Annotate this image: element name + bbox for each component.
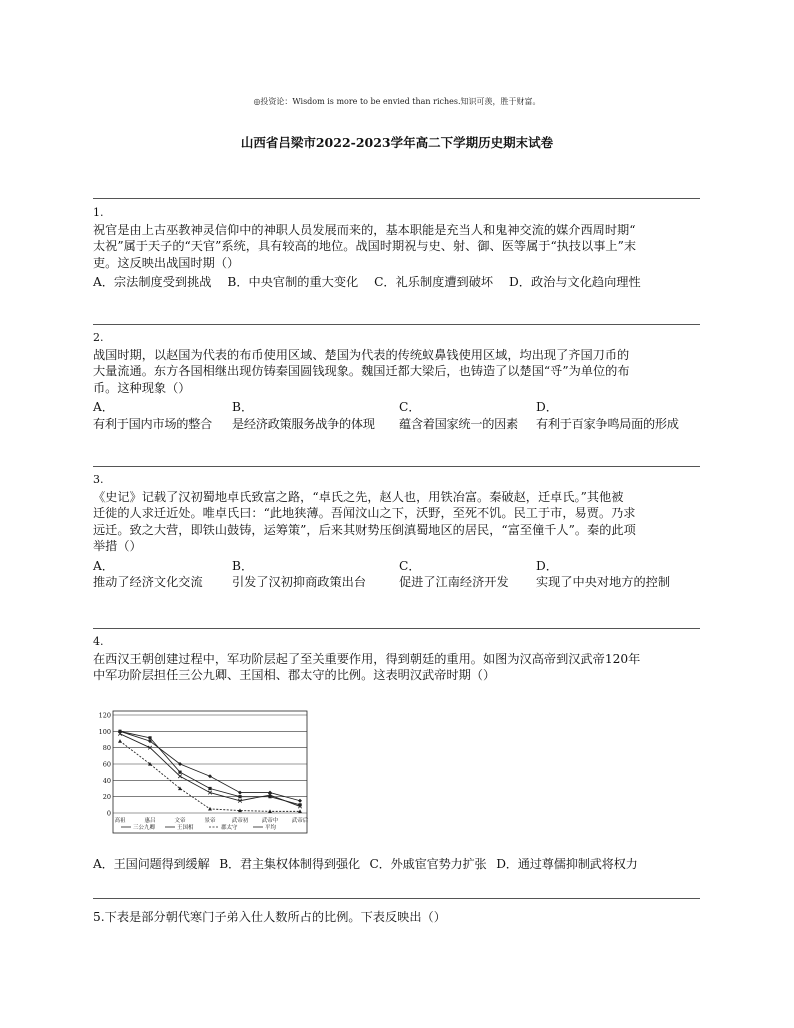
option-d[interactable]: 有利于百家争鸣局面的形成 xyxy=(536,416,679,431)
question-stem-line: 大量流通。东方各国相继出现仿铸秦国圆钱现象。魏国迁都大梁后，也铸造了以楚国“寽”为单位的布 xyxy=(93,364,630,378)
x-tick-label: 武帝初 xyxy=(231,818,249,824)
y-tick-label: 120 xyxy=(98,711,111,720)
question-1 xyxy=(93,205,705,291)
divider xyxy=(93,324,700,325)
question-4 xyxy=(93,634,705,684)
option-d[interactable]: D．通过尊儒抑制武将权力 xyxy=(496,857,638,871)
option-letter-d: D． xyxy=(536,558,558,573)
question-3 xyxy=(93,472,705,591)
option-letter-c: C． xyxy=(399,558,421,573)
option-letter-b: B． xyxy=(232,400,254,414)
y-tick-label: 80 xyxy=(102,744,111,753)
question-stem-line: 中军功阶层担任三公九卿、王国相、郡太守的比例。这表明汉武帝时期（） xyxy=(93,668,496,682)
x-tick-label: 武帝中 xyxy=(261,818,279,824)
data-point xyxy=(268,809,272,813)
option-b[interactable]: 引发了汉初抑商政策出台 xyxy=(232,575,367,589)
data-point xyxy=(148,736,151,739)
military-ratio-chart xyxy=(93,709,315,834)
series-line-3 xyxy=(120,734,300,807)
option-letter-d: D． xyxy=(536,400,558,414)
data-point xyxy=(208,807,212,811)
option-c[interactable]: C．外戚宦官势力扩张 xyxy=(369,857,487,871)
data-point xyxy=(238,795,241,798)
option-a[interactable]: A．王国问题得到缓解 xyxy=(93,857,210,871)
data-point xyxy=(298,799,302,803)
option-b[interactable]: 是经济政策服务战争的体现 xyxy=(232,416,375,431)
y-tick-label: 20 xyxy=(102,793,111,802)
question-stem-line: 吏。这反映出战国时期（） xyxy=(93,255,240,270)
legend-label: 三公九卿 xyxy=(133,825,156,831)
option-c[interactable]: 促进了江南经济开发 xyxy=(399,575,509,589)
data-point xyxy=(118,739,122,743)
option-d[interactable]: 实现了中央对地方的控制 xyxy=(536,575,671,589)
option-b[interactable]: B．中央官制的重大变化 xyxy=(227,275,359,289)
header-note: ◎投资论：Wisdom is more to be envied than riches.知识可羡，胜于财富。 xyxy=(253,97,541,106)
divider xyxy=(93,898,700,899)
option-b[interactable]: B．君主集权体制得到强化 xyxy=(219,857,360,871)
x-tick-label: 景帝 xyxy=(204,818,216,824)
legend-label: 平均 xyxy=(265,825,277,831)
question-number: 4. xyxy=(93,635,104,648)
y-tick-label: 100 xyxy=(98,727,111,736)
question-2 xyxy=(93,330,705,432)
question-stem-line: 祝官是由上古巫教神灵信仰中的神职人员发展而来的，基本职能是充当人和鬼神交流的媒介西周时期“ xyxy=(93,222,636,237)
option-a[interactable]: 有利于国内市场的整合 xyxy=(93,416,212,431)
question-stem-line: 迁徙的人求迁近处。唯卓氏曰：“此地狭薄。吾闻汶山之下，沃野，至死不饥。民工于市，易贾。乃求 xyxy=(93,506,636,520)
data-point xyxy=(208,774,212,778)
question-stem-line: 远迁。致之大营，即铁山鼓铸，运筹策”，后来其财势压倒滇蜀地区的居民，“富至僮千人”。秦的此项 xyxy=(93,522,636,537)
option-letter-b: B． xyxy=(232,558,254,573)
option-d[interactable]: D．政治与文化趋向理性 xyxy=(508,275,641,289)
question-stem-line: 在西汉王朝创建过程中，军功阶层起了至关重要作用，得到朝廷的重用。如图为汉高帝到汉武帝120年 xyxy=(93,651,641,666)
question-stem-line: 举措（） xyxy=(93,539,142,553)
series-line-0 xyxy=(120,731,300,800)
divider xyxy=(93,466,700,467)
option-letter-a: A． xyxy=(93,400,114,414)
option-letter-c: C． xyxy=(399,400,421,414)
x-tick-label: 文帝 xyxy=(174,818,186,824)
legend-label: 郡太守 xyxy=(221,825,238,831)
question-number: 2. xyxy=(93,331,104,344)
x-tick-label: 高祖 xyxy=(114,818,126,824)
question-stem-line: 太祝”属于天子的“天官”系统，具有较高的地位。战国时期祝与史、射、御、医等属于“执技以事上”末 xyxy=(93,239,637,253)
question-4-options xyxy=(93,856,705,873)
y-tick-label: 40 xyxy=(102,776,111,785)
option-a[interactable]: 推动了经济文化交流 xyxy=(93,575,203,589)
question-stem-line: 币。这种现象（） xyxy=(93,380,191,395)
question-5 xyxy=(93,909,705,926)
data-point xyxy=(238,791,242,795)
question-stem-line: 5.下表是部分朝代寒门子弟入仕人数所占的比例。下表反映出（） xyxy=(93,910,446,924)
option-c[interactable]: 蕴含着国家统一的因素 xyxy=(399,416,518,431)
data-point xyxy=(208,787,211,790)
divider xyxy=(93,628,700,629)
divider xyxy=(93,198,700,199)
chart-frame xyxy=(113,711,307,833)
option-c[interactable]: C．礼乐制度遭到破坏 xyxy=(374,275,494,289)
x-tick-label: 武帝后 xyxy=(291,818,309,824)
question-number: 3. xyxy=(93,473,104,486)
option-letter-a: A． xyxy=(93,558,114,573)
data-point xyxy=(178,771,181,774)
option-a[interactable]: A．宗法制度受到挑战 xyxy=(93,275,212,289)
x-tick-label: 惠吕 xyxy=(144,818,156,824)
question-number: 1. xyxy=(93,206,104,219)
question-stem-line: 战国时期，以赵国为代表的布币使用区域、楚国为代表的传统蚁鼻钱使用区域，均出现了齐国刀币的 xyxy=(93,347,630,362)
y-tick-label: 60 xyxy=(102,760,111,769)
page-title: 山西省吕梁市2022-2023学年高二下学期历史期末试卷 xyxy=(240,135,554,150)
question-stem-line: 《史记》记载了汉初蜀地卓氏致富之路，“卓氏之先，赵人也，用铁冶富。秦破赵，迁卓氏。”其他被 xyxy=(93,489,624,504)
y-tick-label: 0 xyxy=(106,809,111,818)
line-chart xyxy=(93,709,315,834)
data-point xyxy=(178,774,182,778)
legend-label: 王国相 xyxy=(177,825,194,831)
